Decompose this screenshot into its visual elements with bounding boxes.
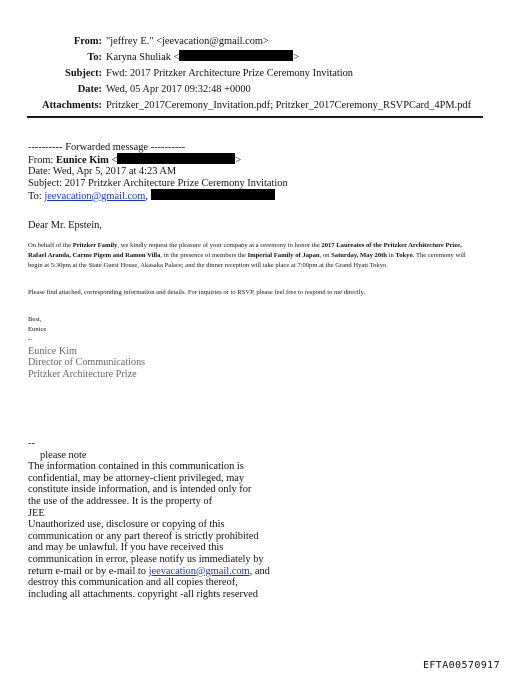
forwarded-block <box>28 142 288 202</box>
disclaimer-line <box>28 566 328 578</box>
subject-value: Fwd: 2017 Pritzker Architecture Prize Ceremony Invitation <box>106 68 354 79</box>
signature-block <box>28 346 145 380</box>
header-to-row <box>0 50 512 66</box>
forwarded-from-close: > <box>235 155 242 167</box>
disclaimer-line: constitute inside information, and is intended only for <box>28 484 252 496</box>
disclaimer-line: The information contained in this communication is <box>28 461 244 473</box>
forwarded-divider: ---------- Forwarded message ---------- <box>28 142 186 153</box>
forwarded-to-prefix: To: <box>28 190 45 202</box>
disclaimer-text: return e-mail or by e-mail to <box>28 565 149 577</box>
disclaimer-line: communication in error, please notify us immediately by <box>28 553 264 565</box>
disclaimer-line: the use of the addressee. It is the property of <box>28 495 213 507</box>
forwarded-from-prefix: From: <box>28 155 57 167</box>
body-bold: Imperial Family of Japan <box>247 252 320 259</box>
signature-title: Director of Communications <box>28 357 146 369</box>
disclaimer-text: , and <box>249 565 270 577</box>
disclaimer-line: including all attachments. copyright -all rights reserved <box>28 588 258 600</box>
signature-name: Eunice Kim <box>28 346 77 357</box>
closing-best: Best, <box>28 316 42 323</box>
forwarded-from-open: < <box>108 155 118 167</box>
forwarded-from-name: Eunice Kim <box>56 155 109 167</box>
disclaimer-line: confidential, may be attorney-client privileged, may <box>28 472 245 484</box>
body-paragraph-1 <box>28 241 478 271</box>
redaction-bar <box>117 153 235 164</box>
body-text: , we kindly request the pleasure of your company at a ceremony to honor the <box>117 242 322 249</box>
header-from-row <box>0 34 512 50</box>
header-date-row <box>0 82 512 98</box>
disclaimer-block <box>28 438 328 600</box>
disclaimer-line: destroy this communication and all copies thereof, <box>28 577 238 589</box>
from-value: "jeffrey E." <jeevacation@gmail.com> <box>106 36 269 47</box>
disclaimer-line: Unauthorized use, disclosure or copying of this <box>28 519 225 531</box>
attachments-value[interactable]: Pritzker_2017Ceremony_Invitation.pdf; Pritzker_2017Ceremony_RSVPCard_4PM.pdf <box>106 100 472 111</box>
email-header <box>0 34 512 114</box>
to-value <box>106 50 299 66</box>
disclaimer-dashes: -- <box>28 438 35 449</box>
body-paragraph-2: Please find attached, corresponding information and details. For inquiries or to RSVP, please feel free to respond to me directly. <box>28 289 366 296</box>
closing-dashes: -- <box>28 336 33 343</box>
header-divider <box>27 116 483 118</box>
closing-name: Eunice <box>28 326 47 333</box>
forwarded-subject: Subject: 2017 Pritzker Architecture Prize Ceremony Invitation <box>28 177 288 189</box>
attachments-label: Attachments: <box>41 100 102 111</box>
forwarded-to-link[interactable]: jeevacation@gmail.com <box>44 190 146 202</box>
to-suffix: > <box>293 52 300 63</box>
body-text: in <box>386 252 396 259</box>
disclaimer-email-link[interactable]: jeevacation@gmail.com <box>148 565 250 577</box>
signature-org: Pritzker Architecture Prize <box>28 368 137 380</box>
forwarded-to-comma: , <box>145 190 148 202</box>
body-text: , in the presence of members the <box>160 252 248 259</box>
redaction-bar <box>151 189 275 200</box>
disclaimer-note: please note <box>40 449 87 461</box>
from-label: From: <box>73 36 102 47</box>
body-bold: Pritzker Family <box>72 242 118 249</box>
bates-number: EFTA00570917 <box>422 660 500 671</box>
body-bold: Saturday, May 20th <box>331 252 387 259</box>
to-name: Karyna Shuliak < <box>106 52 180 63</box>
redaction-bar <box>179 50 293 61</box>
body-bold: Tokyo <box>395 252 413 259</box>
header-attachments-row <box>0 98 512 114</box>
body-text: , on <box>319 252 332 259</box>
body-text: On behalf of the <box>28 242 73 249</box>
date-label: Date: <box>77 84 102 95</box>
to-label: To: <box>87 52 102 63</box>
forwarded-date: Date: Wed, Apr 5, 2017 at 4:23 AM <box>28 166 177 178</box>
body-text: . The ceremony will begin at 5:30pm at the State Guest House, Akasaka Palace; and the dinner reception will take place at 7:00pm at the Grand Hyatt Tokyo. <box>28 252 466 269</box>
header-subject-row <box>0 66 512 82</box>
disclaimer-line: JEE <box>28 507 45 519</box>
subject-label: Subject: <box>65 68 102 79</box>
disclaimer-line: and may be unlawful. If you have received this <box>28 542 224 554</box>
date-value: Wed, 05 Apr 2017 09:32:48 +0000 <box>106 84 251 95</box>
forwarded-to <box>28 189 288 202</box>
forwarded-from <box>28 153 288 166</box>
disclaimer-line: communication or any part thereof is strictly prohibited <box>28 530 259 542</box>
greeting: Dear Mr. Epstein, <box>28 220 102 231</box>
body-bold: 2017 Laureates of the Pritzker Architecture Prize, Rafael Aranda, Carme Pigem and Ramon Villa <box>28 242 462 259</box>
